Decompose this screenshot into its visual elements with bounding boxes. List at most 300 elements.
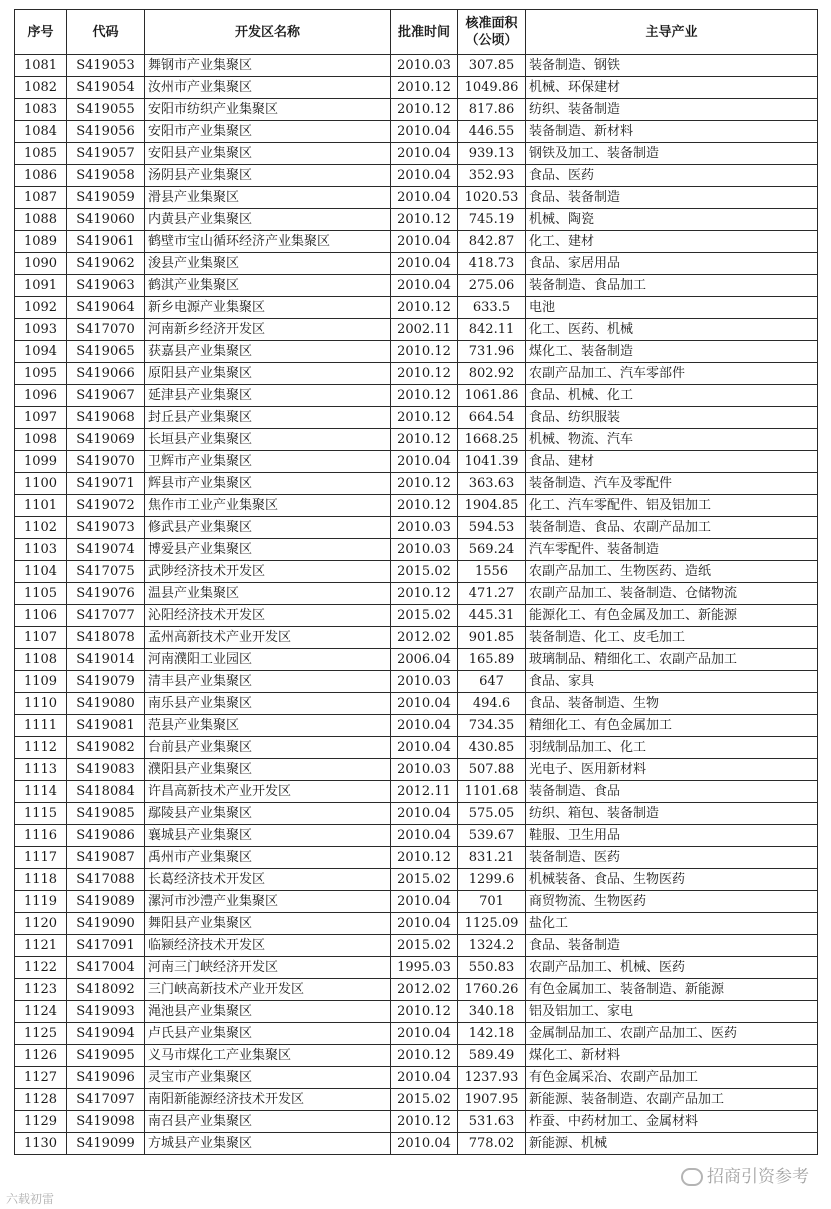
row-name: 长葛经济技术开发区 (145, 869, 391, 891)
row-seq: 1098 (15, 429, 67, 451)
header-time: 批准时间 (391, 10, 458, 55)
row-name: 安阳市纺织产业集聚区 (145, 99, 391, 121)
row-area: 539.67 (458, 825, 526, 847)
row-industry: 钢铁及加工、装备制造 (526, 143, 818, 165)
row-name: 封丘县产业集聚区 (145, 407, 391, 429)
row-code: S419069 (67, 429, 145, 451)
row-name: 汤阴县产业集聚区 (145, 165, 391, 187)
table-row (15, 1001, 818, 1023)
row-area: 307.85 (458, 55, 526, 77)
row-industry: 农副产品加工、生物医药、造纸 (526, 561, 818, 583)
row-time: 2010.04 (391, 231, 458, 253)
row-name: 南召县产业集聚区 (145, 1111, 391, 1133)
row-name: 长垣县产业集聚区 (145, 429, 391, 451)
row-area: 745.19 (458, 209, 526, 231)
table-row (15, 715, 818, 737)
row-name: 温县产业集聚区 (145, 583, 391, 605)
row-industry: 汽车零配件、装备制造 (526, 539, 818, 561)
row-code: S419066 (67, 363, 145, 385)
row-time: 1995.03 (391, 957, 458, 979)
row-time: 2010.12 (391, 77, 458, 99)
row-seq: 1097 (15, 407, 67, 429)
row-area: 817.86 (458, 99, 526, 121)
row-code: S419073 (67, 517, 145, 539)
row-seq: 1088 (15, 209, 67, 231)
row-industry: 化工、汽车零配件、铝及铝加工 (526, 495, 818, 517)
row-time: 2010.04 (391, 275, 458, 297)
row-seq: 1122 (15, 957, 67, 979)
row-code: S417091 (67, 935, 145, 957)
row-industry: 铝及铝加工、家电 (526, 1001, 818, 1023)
row-code: S419081 (67, 715, 145, 737)
row-name: 新乡电源产业集聚区 (145, 297, 391, 319)
row-industry: 新能源、机械 (526, 1133, 818, 1155)
row-area: 446.55 (458, 121, 526, 143)
row-area: 1556 (458, 561, 526, 583)
row-industry: 金属制品加工、农副产品加工、医药 (526, 1023, 818, 1045)
row-code: S419061 (67, 231, 145, 253)
row-area: 142.18 (458, 1023, 526, 1045)
row-industry: 食品、机械、化工 (526, 385, 818, 407)
table-row (15, 759, 818, 781)
row-time: 2010.04 (391, 737, 458, 759)
row-seq: 1120 (15, 913, 67, 935)
row-time: 2015.02 (391, 869, 458, 891)
row-area: 731.96 (458, 341, 526, 363)
row-seq: 1117 (15, 847, 67, 869)
row-seq: 1100 (15, 473, 67, 495)
row-code: S419085 (67, 803, 145, 825)
row-area: 647 (458, 671, 526, 693)
row-code: S419079 (67, 671, 145, 693)
table-row (15, 143, 818, 165)
row-code: S419099 (67, 1133, 145, 1155)
row-time: 2010.12 (391, 1001, 458, 1023)
row-name: 沁阳经济技术开发区 (145, 605, 391, 627)
row-name: 内黄县产业集聚区 (145, 209, 391, 231)
row-name: 渑池县产业集聚区 (145, 1001, 391, 1023)
row-industry: 装备制造、化工、皮毛加工 (526, 627, 818, 649)
wechat-icon (681, 1168, 703, 1186)
row-area: 430.85 (458, 737, 526, 759)
row-industry: 煤化工、装备制造 (526, 341, 818, 363)
row-time: 2010.04 (391, 891, 458, 913)
row-name: 滑县产业集聚区 (145, 187, 391, 209)
row-seq: 1096 (15, 385, 67, 407)
row-code: S417004 (67, 957, 145, 979)
row-seq: 1118 (15, 869, 67, 891)
table-row (15, 209, 818, 231)
row-area: 802.92 (458, 363, 526, 385)
row-industry: 装备制造、食品加工 (526, 275, 818, 297)
row-area: 1299.6 (458, 869, 526, 891)
row-code: S419068 (67, 407, 145, 429)
table-row (15, 891, 818, 913)
row-time: 2010.04 (391, 715, 458, 737)
table-row (15, 1023, 818, 1045)
table-row (15, 693, 818, 715)
row-name: 南阳新能源经济技术开发区 (145, 1089, 391, 1111)
row-time: 2010.12 (391, 495, 458, 517)
row-code: S419071 (67, 473, 145, 495)
row-area: 1668.25 (458, 429, 526, 451)
row-code: S417075 (67, 561, 145, 583)
row-industry: 食品、家居用品 (526, 253, 818, 275)
row-seq: 1121 (15, 935, 67, 957)
row-time: 2015.02 (391, 605, 458, 627)
table-row (15, 99, 818, 121)
header-industry: 主导产业 (526, 10, 818, 55)
row-industry: 食品、装备制造 (526, 935, 818, 957)
row-time: 2010.04 (391, 1023, 458, 1045)
table-row (15, 539, 818, 561)
row-name: 许昌高新技术产业开发区 (145, 781, 391, 803)
row-industry: 装备制造、汽车及零配件 (526, 473, 818, 495)
row-area: 1049.86 (458, 77, 526, 99)
row-area: 939.13 (458, 143, 526, 165)
table-row (15, 275, 818, 297)
row-industry: 食品、建材 (526, 451, 818, 473)
row-code: S419058 (67, 165, 145, 187)
row-industry: 精细化工、有色金属加工 (526, 715, 818, 737)
table-row (15, 583, 818, 605)
table-row (15, 165, 818, 187)
row-name: 鄢陵县产业集聚区 (145, 803, 391, 825)
row-seq: 1102 (15, 517, 67, 539)
table-row (15, 649, 818, 671)
row-name: 三门峡高新技术产业开发区 (145, 979, 391, 1001)
row-industry: 盐化工 (526, 913, 818, 935)
row-name: 灵宝市产业集聚区 (145, 1067, 391, 1089)
row-time: 2015.02 (391, 935, 458, 957)
row-area: 1904.85 (458, 495, 526, 517)
row-code: S419094 (67, 1023, 145, 1045)
row-code: S419054 (67, 77, 145, 99)
row-code: S417097 (67, 1089, 145, 1111)
row-area: 275.06 (458, 275, 526, 297)
row-area: 575.05 (458, 803, 526, 825)
row-name: 鹤淇产业集聚区 (145, 275, 391, 297)
row-name: 鹤壁市宝山循环经济产业集聚区 (145, 231, 391, 253)
table-row (15, 473, 818, 495)
row-name: 武陟经济技术开发区 (145, 561, 391, 583)
row-code: S419065 (67, 341, 145, 363)
row-seq: 1103 (15, 539, 67, 561)
table-row (15, 1089, 818, 1111)
row-code: S419070 (67, 451, 145, 473)
table-row (15, 737, 818, 759)
table-row (15, 253, 818, 275)
row-time: 2002.11 (391, 319, 458, 341)
row-time: 2010.03 (391, 539, 458, 561)
row-area: 1907.95 (458, 1089, 526, 1111)
row-time: 2010.04 (391, 165, 458, 187)
row-code: S417088 (67, 869, 145, 891)
row-area: 165.89 (458, 649, 526, 671)
row-industry: 电池 (526, 297, 818, 319)
row-time: 2010.03 (391, 55, 458, 77)
row-seq: 1089 (15, 231, 67, 253)
row-seq: 1086 (15, 165, 67, 187)
row-seq: 1085 (15, 143, 67, 165)
row-industry: 食品、装备制造 (526, 187, 818, 209)
row-name: 汝州市产业集聚区 (145, 77, 391, 99)
row-industry: 光电子、医用新材料 (526, 759, 818, 781)
row-code: S419076 (67, 583, 145, 605)
row-time: 2010.04 (391, 187, 458, 209)
row-industry: 纺织、装备制造 (526, 99, 818, 121)
watermark-right: 招商引资参考 (681, 1162, 809, 1187)
table-row (15, 121, 818, 143)
row-seq: 1113 (15, 759, 67, 781)
row-name: 河南新乡经济开发区 (145, 319, 391, 341)
row-seq: 1111 (15, 715, 67, 737)
table-row (15, 957, 818, 979)
row-area: 1760.26 (458, 979, 526, 1001)
table-row (15, 297, 818, 319)
table-row (15, 187, 818, 209)
table-row (15, 319, 818, 341)
row-name: 漯河市沙澧产业集聚区 (145, 891, 391, 913)
row-time: 2010.04 (391, 825, 458, 847)
row-code: S419053 (67, 55, 145, 77)
row-time: 2010.03 (391, 759, 458, 781)
row-name: 临颍经济技术开发区 (145, 935, 391, 957)
row-industry: 化工、建材 (526, 231, 818, 253)
table-row (15, 385, 818, 407)
table-row (15, 781, 818, 803)
row-time: 2010.04 (391, 1067, 458, 1089)
row-code: S419014 (67, 649, 145, 671)
row-time: 2010.12 (391, 583, 458, 605)
row-area: 569.24 (458, 539, 526, 561)
row-code: S419080 (67, 693, 145, 715)
row-time: 2012.02 (391, 627, 458, 649)
row-area: 418.73 (458, 253, 526, 275)
row-time: 2010.12 (391, 1045, 458, 1067)
row-name: 方城县产业集聚区 (145, 1133, 391, 1155)
row-name: 获嘉县产业集聚区 (145, 341, 391, 363)
row-time: 2010.12 (391, 209, 458, 231)
development-zone-table (14, 9, 818, 1155)
row-code: S418078 (67, 627, 145, 649)
row-seq: 1092 (15, 297, 67, 319)
table-row (15, 869, 818, 891)
row-area: 1101.68 (458, 781, 526, 803)
row-industry: 有色金属加工、装备制造、新能源 (526, 979, 818, 1001)
row-industry: 装备制造、食品 (526, 781, 818, 803)
row-area: 1020.53 (458, 187, 526, 209)
row-seq: 1108 (15, 649, 67, 671)
row-industry: 玻璃制品、精细化工、农副产品加工 (526, 649, 818, 671)
table-row (15, 605, 818, 627)
row-area: 1125.09 (458, 913, 526, 935)
row-seq: 1112 (15, 737, 67, 759)
table-row (15, 847, 818, 869)
row-time: 2006.04 (391, 649, 458, 671)
row-industry: 装备制造、医药 (526, 847, 818, 869)
table-row (15, 77, 818, 99)
row-name: 舞阳县产业集聚区 (145, 913, 391, 935)
row-code: S419089 (67, 891, 145, 913)
row-time: 2010.04 (391, 253, 458, 275)
row-area: 842.11 (458, 319, 526, 341)
row-area: 1041.39 (458, 451, 526, 473)
row-time: 2010.12 (391, 363, 458, 385)
row-seq: 1123 (15, 979, 67, 1001)
row-seq: 1081 (15, 55, 67, 77)
row-code: S417070 (67, 319, 145, 341)
table-row (15, 671, 818, 693)
row-code: S419072 (67, 495, 145, 517)
row-name: 卫辉市产业集聚区 (145, 451, 391, 473)
row-industry: 商贸物流、生物医药 (526, 891, 818, 913)
row-name: 孟州高新技术产业开发区 (145, 627, 391, 649)
table-row (15, 627, 818, 649)
table-row (15, 913, 818, 935)
row-seq: 1128 (15, 1089, 67, 1111)
row-area: 734.35 (458, 715, 526, 737)
row-name: 舞钢市产业集聚区 (145, 55, 391, 77)
table-row (15, 231, 818, 253)
row-time: 2010.12 (391, 297, 458, 319)
row-name: 焦作市工业产业集聚区 (145, 495, 391, 517)
row-industry: 有色金属采冶、农副产品加工 (526, 1067, 818, 1089)
row-area: 589.49 (458, 1045, 526, 1067)
row-seq: 1104 (15, 561, 67, 583)
row-industry: 食品、装备制造、生物 (526, 693, 818, 715)
row-seq: 1130 (15, 1133, 67, 1155)
row-name: 河南濮阳工业园区 (145, 649, 391, 671)
table-row (15, 1133, 818, 1155)
row-code: S419074 (67, 539, 145, 561)
row-code: S419057 (67, 143, 145, 165)
row-industry: 装备制造、钢铁 (526, 55, 818, 77)
row-industry: 装备制造、食品、农副产品加工 (526, 517, 818, 539)
table-row (15, 935, 818, 957)
row-time: 2010.04 (391, 121, 458, 143)
row-area: 494.6 (458, 693, 526, 715)
row-code: S419083 (67, 759, 145, 781)
row-name: 浚县产业集聚区 (145, 253, 391, 275)
table-row (15, 495, 818, 517)
row-name: 原阳县产业集聚区 (145, 363, 391, 385)
row-area: 901.85 (458, 627, 526, 649)
row-name: 南乐县产业集聚区 (145, 693, 391, 715)
row-time: 2010.12 (391, 407, 458, 429)
row-seq: 1106 (15, 605, 67, 627)
row-industry: 煤化工、新材料 (526, 1045, 818, 1067)
table-row (15, 363, 818, 385)
row-name: 义马市煤化工产业集聚区 (145, 1045, 391, 1067)
row-seq: 1094 (15, 341, 67, 363)
header-area: 核准面积（公顷） (458, 10, 526, 55)
header-seq: 序号 (15, 10, 67, 55)
row-time: 2010.12 (391, 99, 458, 121)
row-area: 352.93 (458, 165, 526, 187)
row-industry: 食品、医药 (526, 165, 818, 187)
row-code: S419067 (67, 385, 145, 407)
row-time: 2010.04 (391, 143, 458, 165)
row-time: 2010.03 (391, 671, 458, 693)
row-time: 2010.12 (391, 1111, 458, 1133)
row-industry: 化工、医药、机械 (526, 319, 818, 341)
row-code: S419056 (67, 121, 145, 143)
table-row (15, 429, 818, 451)
row-time: 2010.04 (391, 451, 458, 473)
row-code: S419059 (67, 187, 145, 209)
row-code: S419087 (67, 847, 145, 869)
row-area: 363.63 (458, 473, 526, 495)
row-name: 濮阳县产业集聚区 (145, 759, 391, 781)
row-seq: 1116 (15, 825, 67, 847)
row-industry: 农副产品加工、装备制造、仓储物流 (526, 583, 818, 605)
row-code: S419086 (67, 825, 145, 847)
row-seq: 1082 (15, 77, 67, 99)
table-row (15, 1067, 818, 1089)
row-area: 594.53 (458, 517, 526, 539)
row-seq: 1101 (15, 495, 67, 517)
row-time: 2012.11 (391, 781, 458, 803)
row-seq: 1087 (15, 187, 67, 209)
row-name: 延津县产业集聚区 (145, 385, 391, 407)
table-row (15, 451, 818, 473)
row-time: 2015.02 (391, 1089, 458, 1111)
document-page (14, 9, 818, 1155)
row-name: 安阳县产业集聚区 (145, 143, 391, 165)
row-name: 襄城县产业集聚区 (145, 825, 391, 847)
row-seq: 1099 (15, 451, 67, 473)
row-code: S419062 (67, 253, 145, 275)
row-time: 2010.12 (391, 385, 458, 407)
row-industry: 能源化工、有色金属及加工、新能源 (526, 605, 818, 627)
row-name: 清丰县产业集聚区 (145, 671, 391, 693)
row-time: 2010.04 (391, 1133, 458, 1155)
row-code: S419082 (67, 737, 145, 759)
row-industry: 机械、陶瓷 (526, 209, 818, 231)
row-seq: 1119 (15, 891, 67, 913)
row-code: S419096 (67, 1067, 145, 1089)
table-row (15, 1111, 818, 1133)
row-industry: 新能源、装备制造、农副产品加工 (526, 1089, 818, 1111)
row-code: S419093 (67, 1001, 145, 1023)
row-industry: 纺织、箱包、装备制造 (526, 803, 818, 825)
row-industry: 农副产品加工、机械、医药 (526, 957, 818, 979)
row-time: 2010.04 (391, 693, 458, 715)
row-area: 550.83 (458, 957, 526, 979)
table-row (15, 341, 818, 363)
row-name: 辉县市产业集聚区 (145, 473, 391, 495)
row-seq: 1125 (15, 1023, 67, 1045)
table-row (15, 407, 818, 429)
row-time: 2015.02 (391, 561, 458, 583)
row-seq: 1126 (15, 1045, 67, 1067)
row-seq: 1083 (15, 99, 67, 121)
row-seq: 1084 (15, 121, 67, 143)
row-area: 778.02 (458, 1133, 526, 1155)
row-industry: 机械、物流、汽车 (526, 429, 818, 451)
row-time: 2010.03 (391, 517, 458, 539)
row-time: 2010.12 (391, 429, 458, 451)
row-industry: 机械装备、食品、生物医药 (526, 869, 818, 891)
row-industry: 食品、纺织服装 (526, 407, 818, 429)
row-area: 340.18 (458, 1001, 526, 1023)
row-time: 2010.12 (391, 341, 458, 363)
row-seq: 1110 (15, 693, 67, 715)
row-industry: 柞蚕、中药材加工、金属材料 (526, 1111, 818, 1133)
row-area: 1237.93 (458, 1067, 526, 1089)
row-time: 2010.12 (391, 847, 458, 869)
